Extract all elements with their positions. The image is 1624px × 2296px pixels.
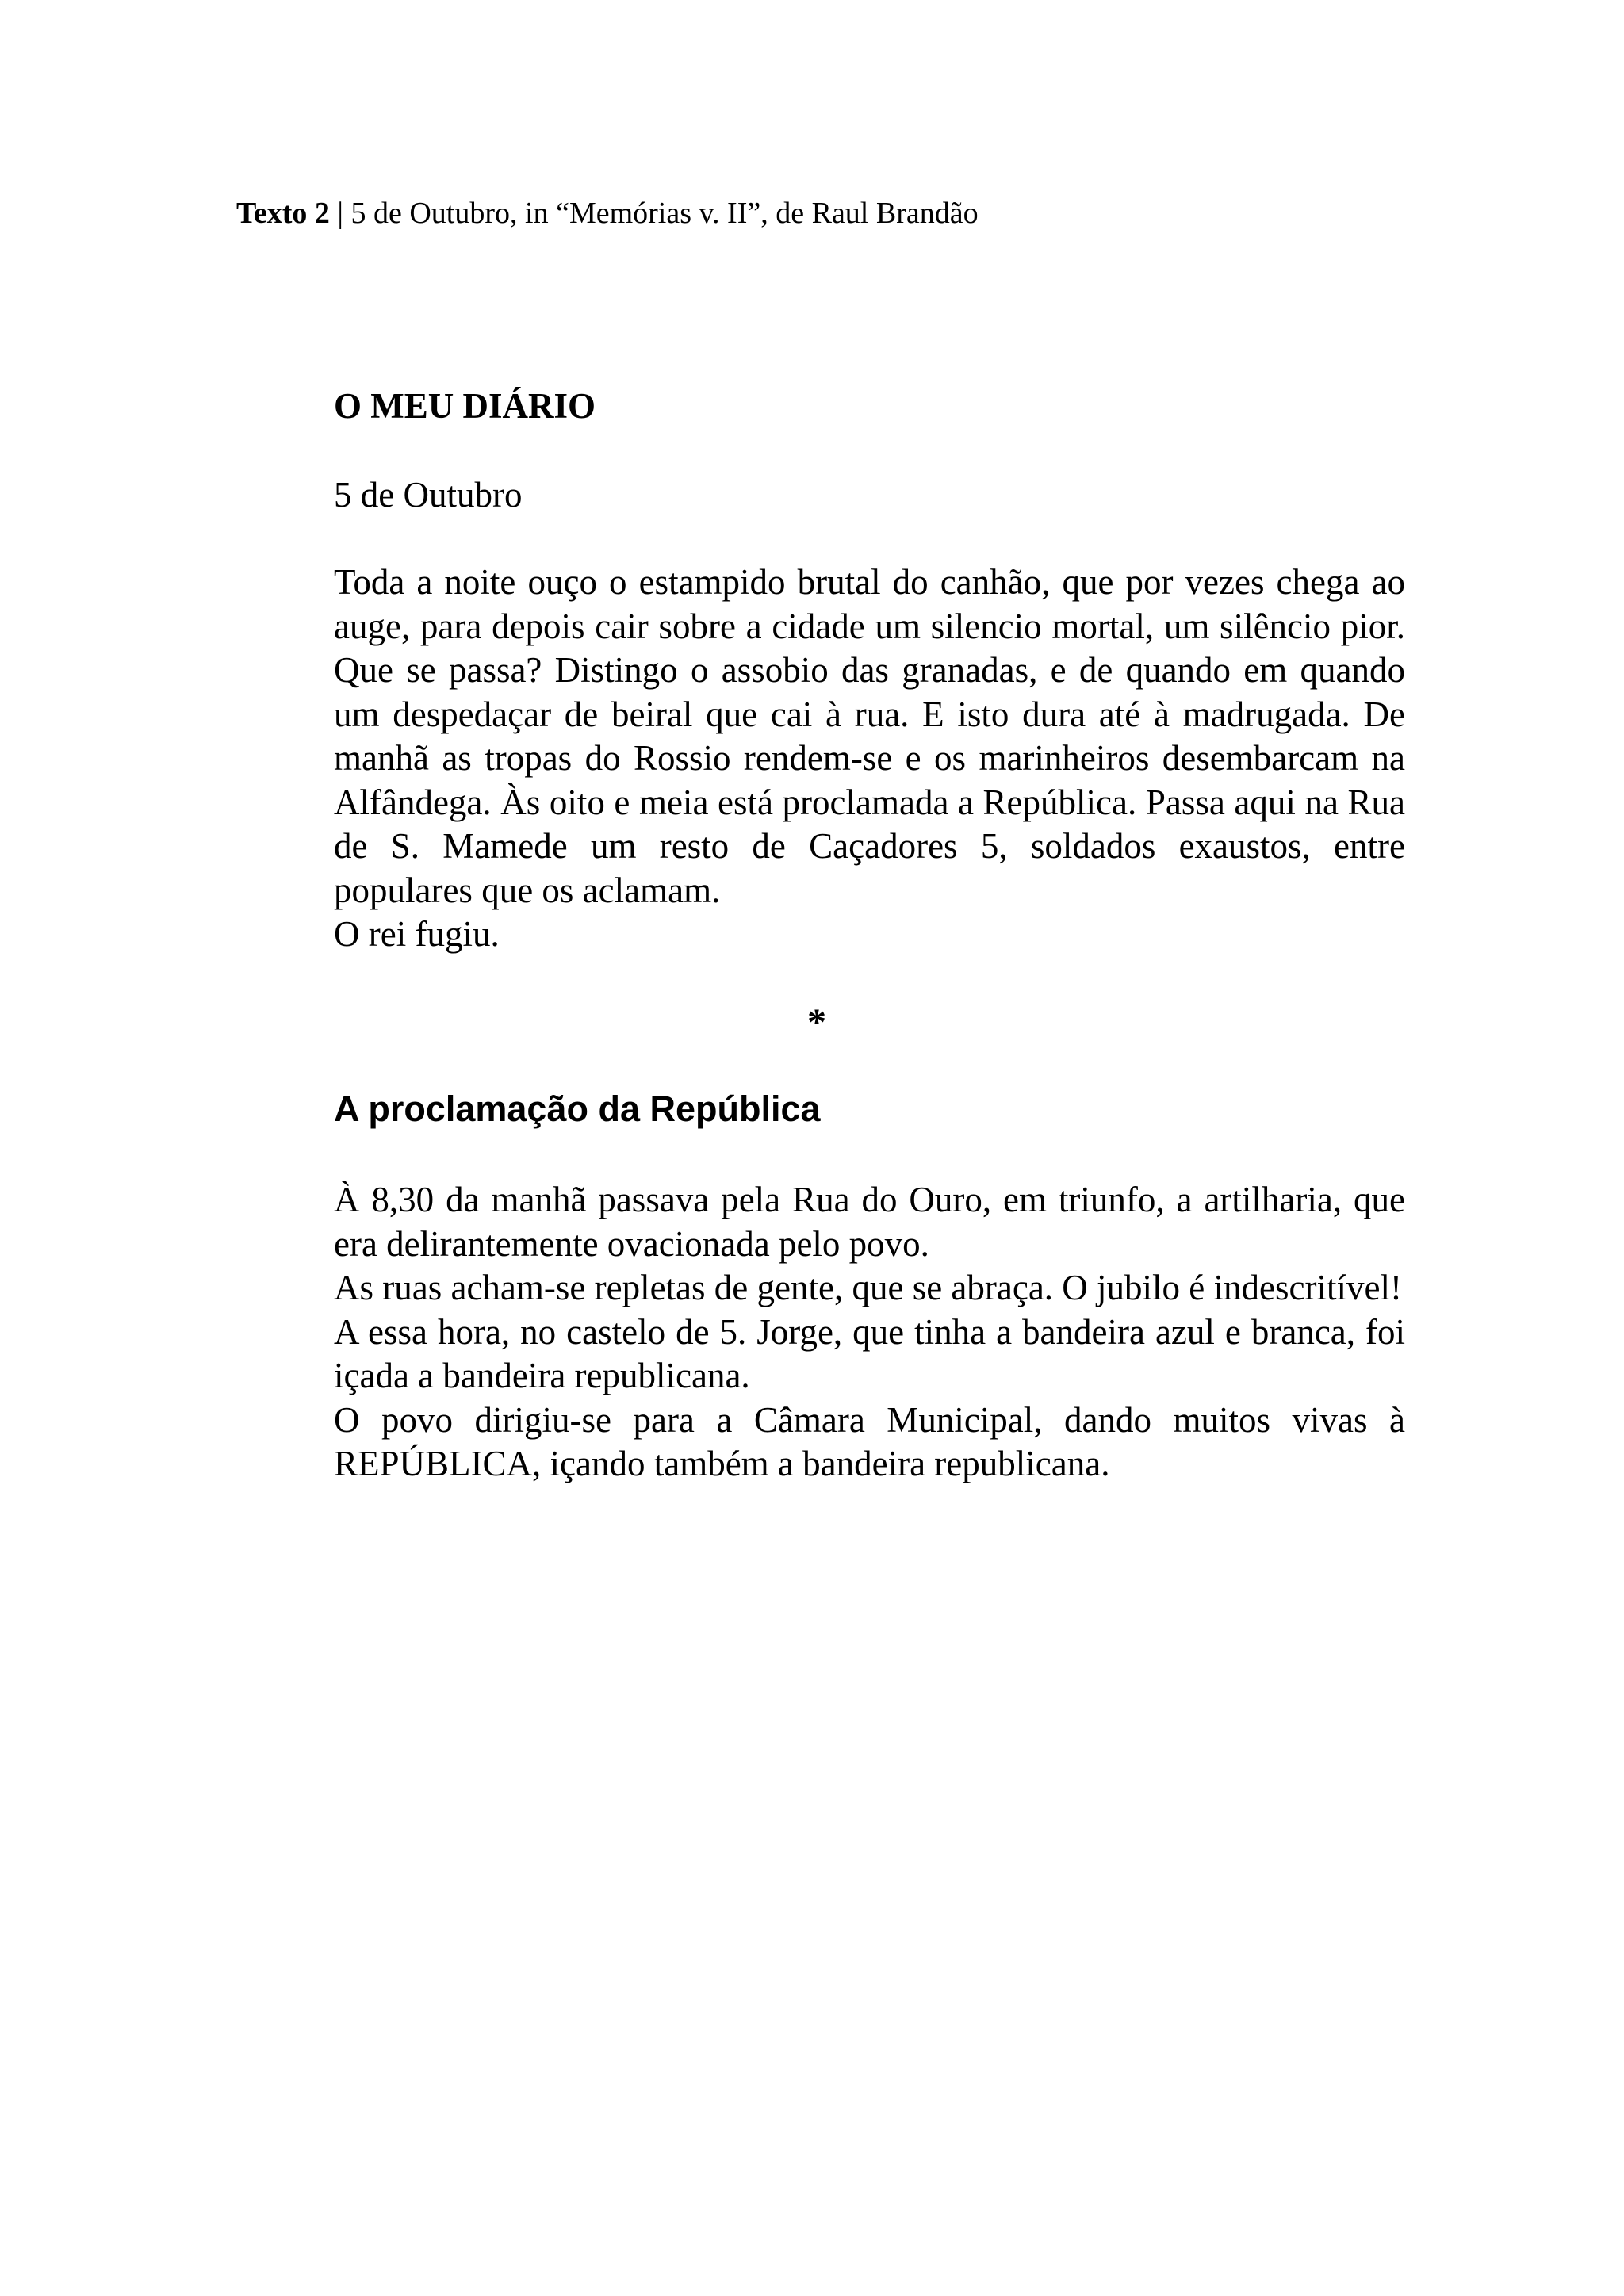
source-reference: | 5 de Outubro, in “Memórias v. II”, de Raul Brandão: [329, 197, 979, 230]
diary-body: [334, 561, 1405, 957]
section-paragraph: O povo dirigiu-se para a Câmara Municipal, dando muitos vivas à REPÚBLICA, içando também a bandeira republicana.: [334, 1399, 1405, 1483]
section-paragraph: À 8,30 da manhã passava pela Rua do Ouro, em triunfo, a artilharia, que era delirantemente ovacionada pelo povo.: [334, 1180, 1405, 1264]
source-line: [236, 195, 979, 232]
section-body: [334, 1178, 1405, 1487]
diary-title: O MEU DIÁRIO: [334, 386, 596, 426]
diary-paragraph: O rei fugiu.: [334, 914, 500, 954]
section-separator: *: [807, 1001, 826, 1043]
diary-paragraph: Toda a noite ouço o estampido brutal do canhão, que por vezes chega ao auge, para depois cair sobre a cidade um silencio mortal, um silêncio pior. Que se passa? Distingo o assobio das granadas, e de quando em quando um despedaçar de beiral que cai à rua. E isto dura até à madrugada. De manhã as tropas do Rossio rendem-se e os marinheiros desembarcam na Alfândega. Às oito e meia está proclamada a República. Passa aqui na Rua de S. Mamede um resto de Caçadores 5, soldados exaustos, entre populares que os aclamam.: [334, 562, 1405, 910]
diary-date: 5 de Outubro: [334, 475, 523, 515]
source-label: Texto 2: [236, 197, 330, 230]
section-paragraph: A essa hora, no castelo de 5. Jorge, que tinha a bandeira azul e branca, foi içada a bandeira republicana.: [334, 1311, 1405, 1395]
section-heading: A proclamação da República: [334, 1089, 821, 1129]
section-paragraph: As ruas acham-se repletas de gente, que se abraça. O jubilo é indescritível!: [334, 1268, 1402, 1307]
